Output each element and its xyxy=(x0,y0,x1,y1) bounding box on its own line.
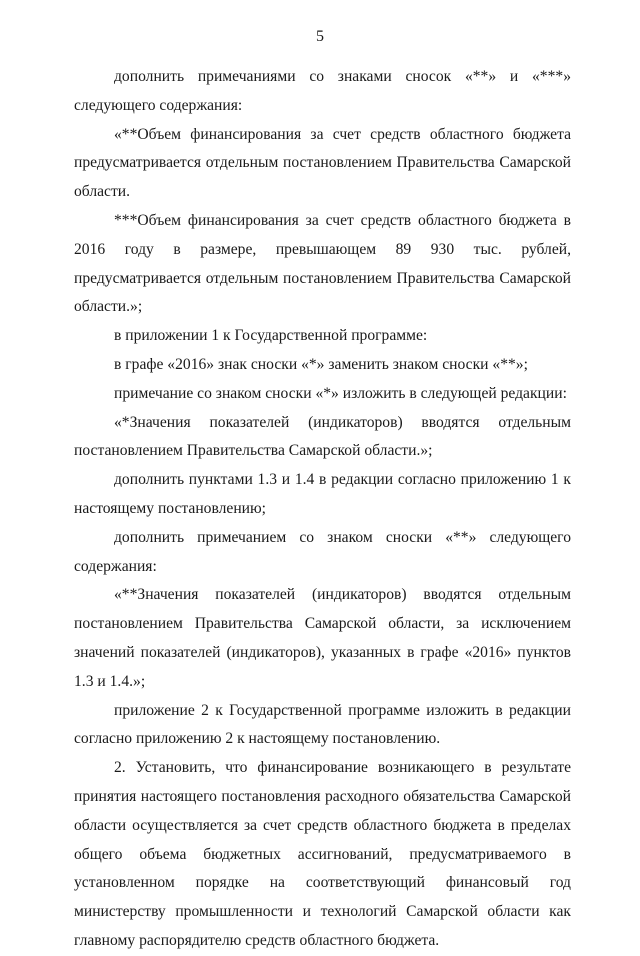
paragraph: примечание со знаком сноски «*» изложить в следующей редакции: xyxy=(114,384,567,402)
paragraph: «**Значения показателей (индикаторов) вводятся отдельным постановлением Правительства Самарской области, за исключением значений показателей (индикаторов), указанных в графе «2016» пунктов 1.3 и 1.4.»; xyxy=(74,586,571,690)
paragraph: приложение 2 к Государственной программе изложить в редакции согласно приложению 2 к настоящему постановлению. xyxy=(74,701,571,748)
paragraph: ***Объем финансирования за счет средств областного бюджета в 2016 году в размере, превышающем 89 930 тыс. рублей, предусматривается отдельным постановлением Правительства Самарской области.»; xyxy=(74,211,571,316)
page-number: 5 xyxy=(316,28,324,45)
paragraph: 2. Установить, что финансирование возникающего в результате принятия настоящего постановления расходного обязательства Самарской области осуществляется за счет средств областного бюджета в пределах общего объема бюджетных ассигнований, предусматриваемого в установленном порядке на соответствующий финансовый год министерству промышленности и технологий Самарской области как главному распорядителю средств областного бюджета. xyxy=(74,759,571,949)
document-body xyxy=(74,63,571,956)
paragraph: в приложении 1 к Государственной программе: xyxy=(114,327,428,345)
paragraph: дополнить примечанием со знаком сноски «**» следующего содержания: xyxy=(74,528,571,575)
paragraph: «**Объем финансирования за счет средств областного бюджета предусматривается отдельным постановлением Правительства Самарской области. xyxy=(74,125,571,201)
paragraph: в графе «2016» знак сноски «*» заменить знаком сноски «**»; xyxy=(114,355,528,373)
paragraph: дополнить примечаниями со знаками сносок «**» и «***» следующего содержания: xyxy=(74,68,571,114)
paragraph: дополнить пунктами 1.3 и 1.4 в редакции согласно приложению 1 к настоящему постановлению; xyxy=(74,471,571,517)
paragraph: «*Значения показателей (индикаторов) вводятся отдельным постановлением Правительства Самарской области.»; xyxy=(74,413,571,460)
